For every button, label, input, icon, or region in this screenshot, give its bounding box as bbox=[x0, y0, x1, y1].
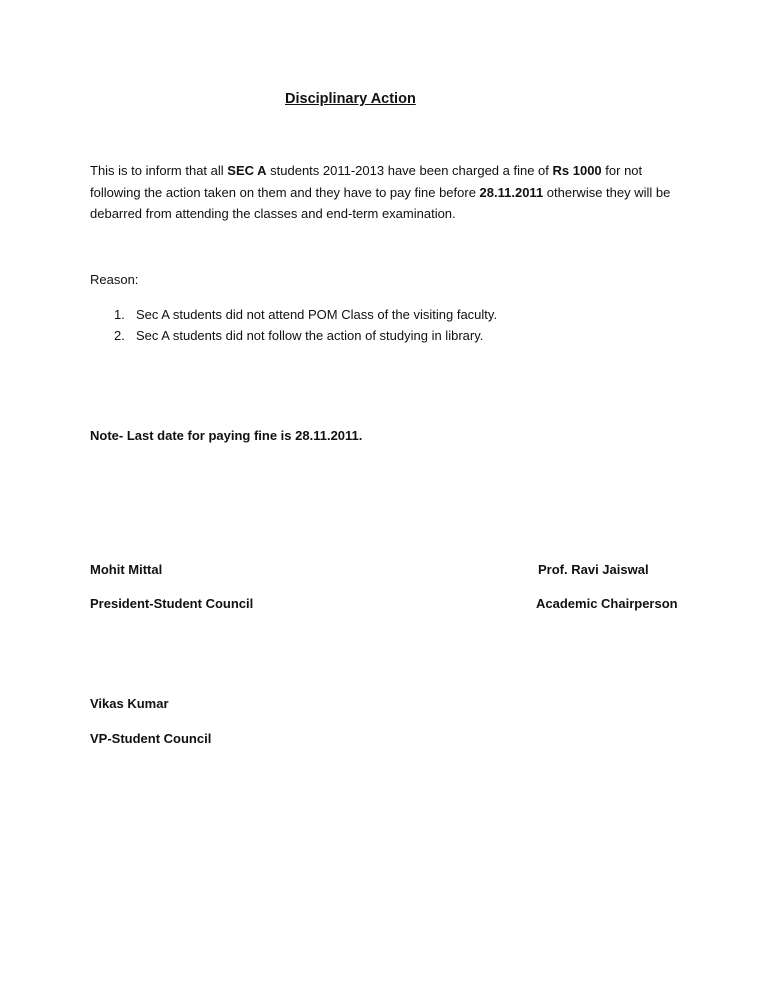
paragraph-bold-section: SEC A bbox=[227, 163, 267, 178]
paragraph-text-3: for not following the action taken on them and they have to pay fine before bbox=[90, 163, 643, 200]
list-item-text: Sec A students did not attend POM Class of the visiting faculty. bbox=[136, 307, 498, 322]
note-text: Note- Last date for paying fine is 28.11.2011. bbox=[90, 428, 363, 443]
list-item-number: 1. bbox=[114, 307, 125, 322]
reason-label: Reason: bbox=[90, 272, 139, 287]
signatory-name-vp: Vikas Kumar bbox=[90, 696, 169, 711]
paragraph-text-1: This is to inform that all bbox=[90, 163, 228, 178]
signatory-role-vp: VP-Student Council bbox=[90, 731, 212, 746]
signatory-name-president: Mohit Mittal bbox=[90, 562, 163, 577]
list-item bbox=[90, 304, 497, 325]
signatory-role-president: President-Student Council bbox=[90, 596, 254, 611]
document-title: Disciplinary Action bbox=[285, 91, 416, 107]
signatory-name-chairperson: Prof. Ravi Jaiswal bbox=[538, 562, 649, 577]
reasons-list bbox=[90, 304, 497, 346]
list-item-text: Sec A students did not follow the action of studying in library. bbox=[136, 328, 484, 343]
list-item bbox=[90, 325, 497, 346]
paragraph-text-2: students 2011-2013 have been charged a fine of bbox=[266, 163, 553, 178]
paragraph-text-4: otherwise they will be debarred from attending the classes and end-term examination. bbox=[90, 184, 671, 221]
paragraph-bold-amount: Rs 1000 bbox=[552, 163, 602, 178]
signatory-role-chairperson: Academic Chairperson bbox=[536, 596, 678, 611]
list-item-number: 2. bbox=[114, 328, 125, 343]
notice-paragraph bbox=[90, 160, 690, 225]
paragraph-bold-date: 28.11.2011 bbox=[479, 184, 544, 200]
